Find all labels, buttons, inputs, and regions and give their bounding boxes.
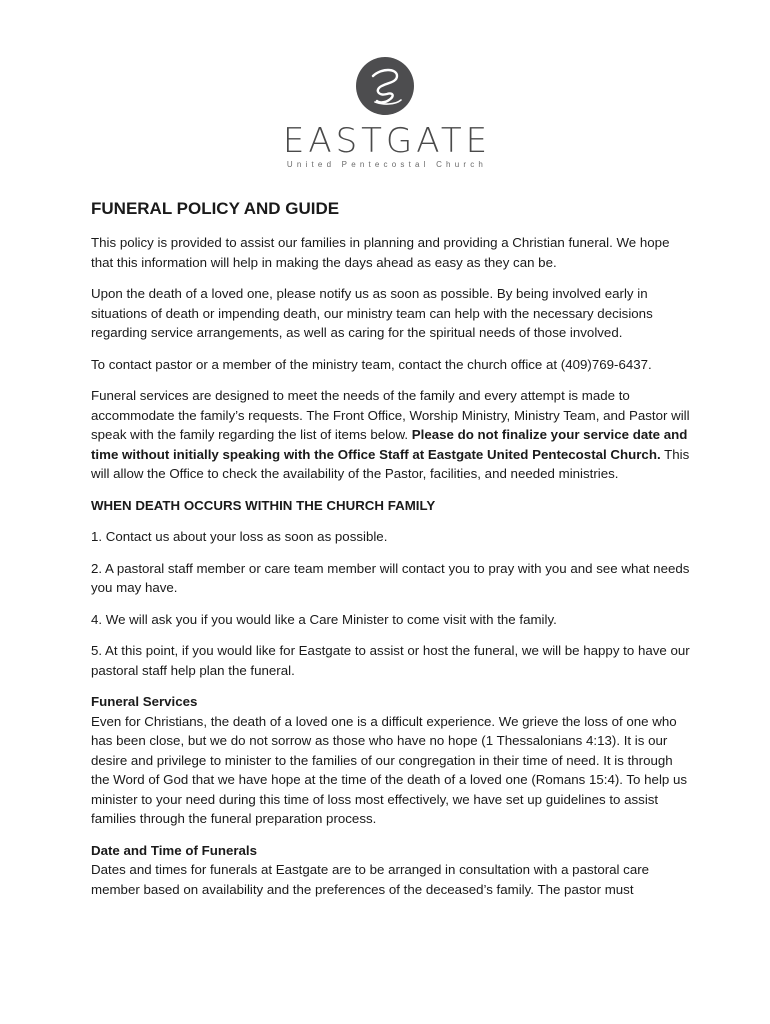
date-time-heading: Date and Time of Funerals [91,842,258,858]
step-item: 4. We will ask you if you would like a Care Minister to come visit with the family. [91,611,557,627]
contact-paragraph: To contact pastor or a member of the ministry team, contact the church office at (409)769-6437. [91,356,652,372]
document-body [91,198,691,911]
services-text-1: Funeral services are designed to meet the needs of the family and every attempt is made to accommodate the family’s requests. The Front Office, Worship Ministry, Ministry Team, and Pastor will speak with the family regarding the list of items below. [91,388,690,442]
funeral-services-heading: Funeral Services [91,694,198,709]
date-time-section [91,841,691,900]
intro-paragraph: This policy is provided to assist our families in planning and providing a Christian funeral. We hope that this information will help in making the days ahead as easy as they can be. [91,235,670,270]
logo-name: EASTGATE [282,121,492,161]
step-item: 2. A pastoral staff member or care team member will contact you to pray with you and see what needs you may have. [91,560,690,595]
services-text-bold: Please do not finalize your service date and time without initially speaking with the Office Staff at Eastgate United Pentecostal Church. [91,427,688,462]
step-item: 1. Contact us about your loss as soon as possible. [91,529,388,544]
services-paragraph [91,386,691,484]
logo-tagline: United Pentecostal Church [286,160,488,169]
funeral-services-body: Even for Christians, the death of a loved one is a difficult experience. We grieve the loss of one who has been close, but we do not sorrow as those who have no hope (1 Thessalonians 4:13). It is our desire and privilege to minister to the families of our congregation in their time of need. It is through the Word of God that we have hope at the time of the death of a loved one (Romans 15:4). To help us minister to your need during this time of loss most effectively, we have set up guidelines to assist families through the funeral preparation process. [91,713,688,826]
eastgate-emblem-icon [355,56,415,116]
notify-paragraph: Upon the death of a loved one, please notify us as soon as possible. By being involved early in situations of death or impending death, our ministry team can help with the necessary decisions regarding service arrangements, as well as caring for the spiritual needs of those involved. [91,286,653,340]
funeral-services-section [91,692,691,829]
date-time-body: Dates and times for funerals at Eastgate are to be arranged in consultation with a pastoral care member based on availability and the preferences of the deceased’s family. The pastor must [91,862,650,897]
document-title: FUNERAL POLICY AND GUIDE [91,199,340,218]
section-heading: WHEN DEATH OCCURS WITHIN THE CHURCH FAMILY [91,497,436,513]
step-item: 5. At this point, if you would like for Eastgate to assist or host the funeral, we will be happy to have our pastoral staff help plan the funeral. [91,643,690,678]
church-logo [0,56,770,170]
services-text-2: This will allow the Office to check the availability of the Pastor, facilities, and needed ministries. [91,446,690,481]
